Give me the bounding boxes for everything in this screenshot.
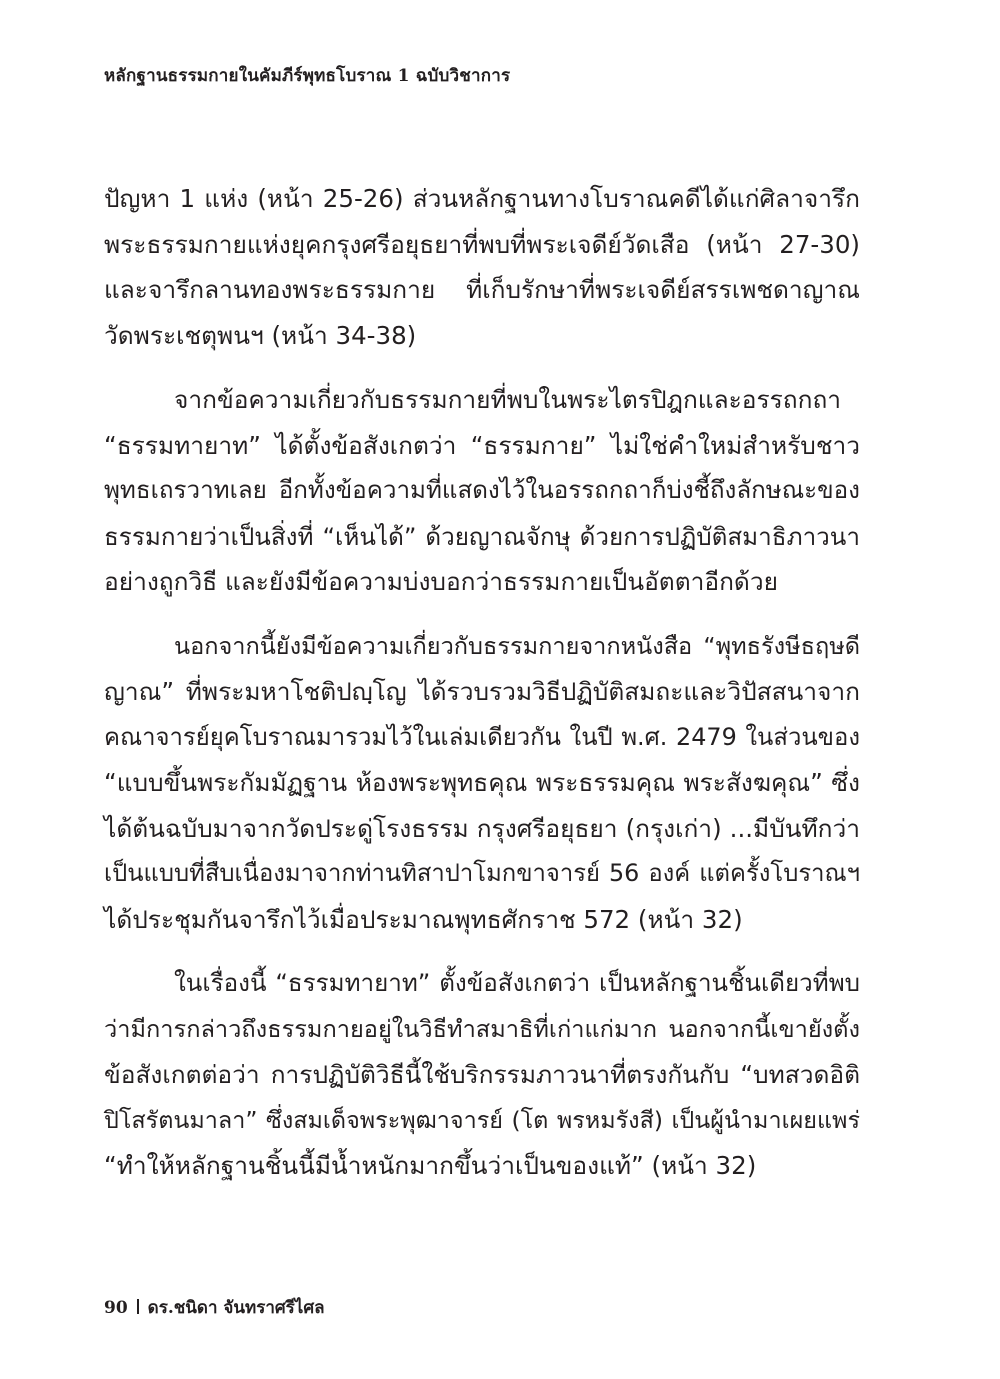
- text-line: ญาณ” ที่พระมหาโชติปญฺโญ ได้รวบรวมวิธีปฏิบัติสมถะและวิปัสสนาจาก: [104, 677, 860, 706]
- footer-divider: [137, 1299, 139, 1314]
- page-footer: [104, 1294, 325, 1321]
- paragraph-3: [104, 624, 860, 943]
- text-line: จากข้อความเกี่ยวกับธรรมกายที่พบในพระไตรปิฎกและอรรถกถา: [174, 385, 842, 414]
- text-line: เป็นแบบที่สืบเนื่องมาจากท่านทิสาปาโมกขาจารย์ 56 องค์ แต่ครั้งโบราณฯ: [104, 859, 860, 887]
- author-name: ดร.ชนิดา จันทราศรีไศล: [147, 1298, 325, 1318]
- text-line: ว่ามีการกล่าวถึงธรรมกายอยู่ในวิธีทำสมาธิที่เก่าแก่มาก นอกจากนี้เขายังตั้ง: [104, 1014, 860, 1043]
- paragraph-1: [104, 176, 860, 358]
- text-line: และจารึกลานทองพระธรรมกาย ที่เก็บรักษาที่พระเจดีย์สรรเพชดาญาณ: [104, 275, 860, 304]
- text-line: ได้ประชุมกันจารึกไว้เมื่อประมาณพุทธศักราช 572 (หน้า 32): [104, 904, 743, 934]
- page-number: 90: [104, 1298, 128, 1318]
- paragraph-2: [104, 377, 860, 605]
- text-line: ข้อสังเกตต่อว่า การปฏิบัติวิธีนี้ใช้บริกรรมภาวนาที่ตรงกันกับ “บทสวดอิติ: [104, 1060, 860, 1089]
- paragraph-4: [104, 961, 860, 1189]
- text-line: นอกจากนี้ยังมีข้อความเกี่ยวกับธรรมกายจากหนังสือ “พุทธรังษีธฤษดี: [174, 631, 860, 660]
- text-line: วัดพระเชตุพนฯ (หน้า 34-38): [104, 320, 417, 350]
- text-line: คณาจารย์ยุคโบราณมารวมไว้ในเล่มเดียวกัน ในปี พ.ศ. 2479 ในส่วนของ: [104, 722, 860, 751]
- body-text: [104, 176, 860, 1208]
- text-line: “แบบขึ้นพระกัมมัฏฐาน ห้องพระพุทธคุณ พระธรรมคุณ พระสังฆคุณ” ซึ่ง: [104, 768, 860, 797]
- text-line: “ธรรมทายาท” ได้ตั้งข้อสังเกตว่า “ธรรมกาย” ไม่ใช่คำใหม่สำหรับชาว: [104, 430, 860, 460]
- running-header: หลักฐานธรรมกายในคัมภีร์พุทธโบราณ 1 ฉบับวิชาการ: [104, 66, 511, 86]
- text-line: ในเรื่องนี้ “ธรรมทายาท” ตั้งข้อสังเกตว่า เป็นหลักฐานชิ้นเดียวที่พบ: [174, 969, 860, 997]
- text-line: พระธรรมกายแห่งยุคกรุงศรีอยุธยาที่พบที่พระเจดีย์วัดเสือ (หน้า 27-30): [104, 229, 860, 259]
- text-line: ได้ต้นฉบับมาจากวัดประดู่โรงธรรม กรุงศรีอยุธยา (กรุงเก่า) ...มีบันทึกว่า: [104, 813, 860, 843]
- text-line: พุทธเถรวาทเลย อีกทั้งข้อความที่แสดงไว้ในอรรถกถาก็บ่งชี้ถึงลักษณะของ: [104, 476, 860, 504]
- text-line: อย่างถูกวิธี และยังมีข้อความบ่งบอกว่าธรรมกายเป็นอัตตาอีกด้วย: [104, 567, 778, 596]
- text-line: ปัญหา 1 แห่ง (หน้า 25-26) ส่วนหลักฐานทางโบราณคดีได้แก่ศิลาจารึก: [104, 184, 860, 213]
- text-line: ปิโสรัตนมาลา” ซึ่งสมเด็จพระพุฒาจารย์ (โต พรหมรังสี) เป็นผู้นำมาเผยแพร่: [104, 1105, 860, 1134]
- text-line: “ทำให้หลักฐานชิ้นนี้มีน้ำหนักมากขึ้นว่าเป็นของแท้” (หน้า 32): [104, 1151, 757, 1180]
- text-line: ธรรมกายว่าเป็นสิ่งที่ “เห็นได้” ด้วยญาณจักษุ ด้วยการปฏิบัติสมาธิภาวนา: [104, 521, 860, 551]
